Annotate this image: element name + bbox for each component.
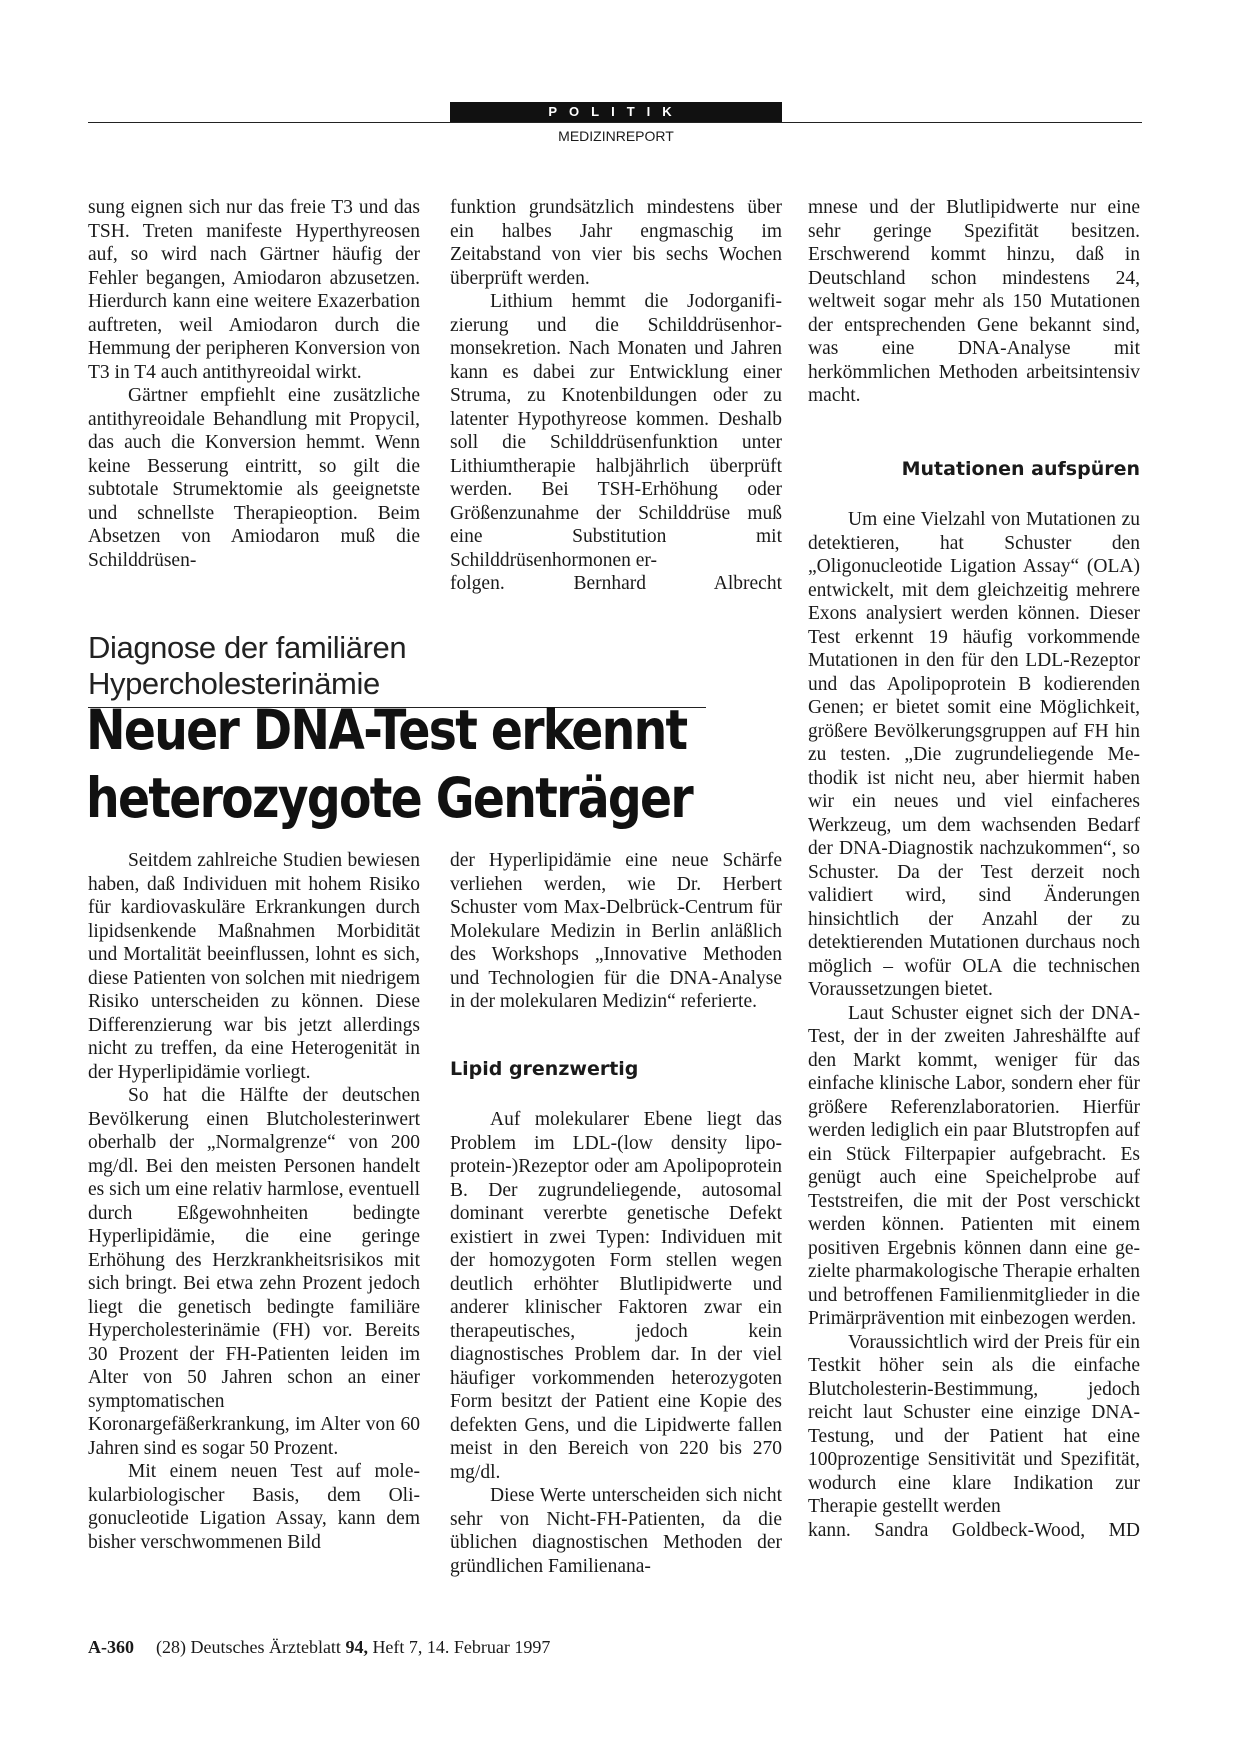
paragraph: Gärtner empfiehlt eine zusätzliche antithyreoidale Behandlung mit Propycil, das auch die Konversion hemmt. Wenn keine Besserung eintritt, so gilt die subtotale Strumektomie als geeignetste und schnellste Therapieoption. Beim Absetzen von Amiodaron muß die Schilddrüsen-: [88, 385, 420, 571]
subheading: Lipid grenzwertig: [450, 1057, 639, 1080]
article-column-1: [88, 849, 420, 1554]
paragraph: der Hyperlipidämie eine neue Schärfe verliehen werden, wie Dr. Herbert Schuster vom Max-Delbrück-Centrum für Molekulare Medizin in Berlin anläßlich des Workshops „Innovative Methoden und Technologien für die DNA-Analyse in der molekularen Medizin“ referierte.: [450, 850, 782, 1012]
subsection-label: MEDIZINREPORT: [558, 128, 674, 144]
signature-line: [808, 1519, 1140, 1543]
citation-volume: 94,: [345, 1637, 368, 1657]
citation-prefix: (28) Deutsches Ärzteblatt: [156, 1637, 346, 1657]
author-signature: Sandra Goldbeck-Wood, MD: [874, 1519, 1141, 1541]
paragraph: Seitdem zahlreiche Studien bewiesen haben, daß Individuen mit hohem Risiko für kardiovaskuläre Erkrankungen durch lipidsenkende Maßnahmen Morbidität und Mortalität beeinflussen, lohnt es sich, diese Patienten von solchen mit niedrigem Risiko unterscheiden zu können. Diese Differenzierung war bis jetzt allerdings nicht zu treffen, da eine Heterogenität in der Hyperlipidämie vorliegt.: [88, 850, 420, 1083]
header-rule: [88, 122, 1142, 123]
paragraph: Auf molekularer Ebene liegt das Problem im LDL-(low density lipoprotein-)Rezeptor oder am Apolipoprotein B. Der zugrundeliegende, autosomal dominant vererbte genetische Defekt existiert in zwei Typen: Individuen mit der homozygoten Form stellen wegen deutlich erhöhter Blutlipidwerte und anderer klinischer Faktoren zwar ein therapeutisches, jedoch kein diagnostisches Problem dar. In der viel häufiger vorkommenden heterozygoten Form besitzt der Patient eine Kopie des defekten Gens, und die Lipidwerte fallen meist in den Bereich von 220 bis 270 mg/dl.: [450, 1109, 782, 1483]
paragraph: mnese und der Blutlipidwerte nur eine sehr geringe Spezifität besitzen. Erschwerend kommt hinzu, daß in Deutschland schon mindestens 24, weltweit sogar mehr als 150 Mutationen der entsprechenden Gene bekannt sind, was eine DNA-Analyse mit herkömmlichen Methoden arbeitsintensiv macht.: [808, 197, 1140, 406]
paragraph: sung eignen sich nur das freie T3 und das TSH. Treten manifeste Hyperthyreosen auf, so wird nach Gärtner häufig der Fehler begangen, Amiodaron abzusetzen. Hierdurch kann eine weitere Exazerbation auftreten, weil Amiodaron durch die Hemmung der peripheren Konversion von T3 in T4 auch antithyreoidal wirkt.: [88, 197, 420, 383]
headline-line: Neuer DNA-Test erkennt: [86, 698, 687, 762]
paragraph: funktion grundsätzlich mindestens über ein halbes Jahr engmaschig im Zeitabstand von vier bis sechs Wochen überprüft werden.: [450, 197, 782, 289]
paragraph: Diese Werte unterscheiden sich nicht sehr von Nicht-FH-Patienten, da die üblichen diagnostischen Methoden der gründlichen Familienana-: [450, 1485, 782, 1577]
section-label: POLITIK: [450, 102, 782, 122]
article-headline: [86, 696, 693, 832]
article-column-3: [808, 196, 1140, 1542]
prev-article-column-2: [450, 196, 782, 596]
article-rubric: Diagnose der familiären Hypercholesterinämie: [88, 630, 706, 708]
citation-suffix: Heft 7, 14. Februar 1997: [367, 1637, 551, 1657]
headline-line: heterozygote Genträger: [86, 766, 693, 830]
subheading: Mutationen aufspüren: [901, 457, 1140, 480]
paragraph: Lithium hemmt die Jodorganifizierung und die Schilddrüsenhormonsekretion. Nach Monaten und Jahren kann es dabei zur Entwicklung einer Struma, zu Knotenbildungen oder zu latenter Hypothyreose kommen. Deshalb soll die Schilddrüsenfunktion unter Lithiumtherapie halbjährlich überprüft werden. Bei TSH-Erhöhung oder Größenzunahme der Schilddrüse muß eine Substitution mit Schilddrüsenhormonen er-: [450, 291, 782, 571]
signature-line: [450, 572, 782, 596]
author-signature: Bernhard Albrecht: [573, 573, 782, 594]
paragraph: So hat die Hälfte der deutschen Bevölkerung einen Blutcholesterinwert oberhalb der „Normalgrenze“ von 200 mg/dl. Bei den meisten Personen handelt es sich um eine relativ harmlose, eventuell durch Eßgewohnheiten bedingte Hyperlipidämie, die eine geringe Erhöhung des Herzkrankheitsrisikos mit sich bringt. Bei etwa zehn Prozent jedoch liegt die genetisch bedingte familiäre Hypercholesterinämie (FH) vor. Bereits 30 Prozent der FH-Patienten leiden im Alter von 50 Jahren schon an einer symptomatischen Koronargefäßerkrankung, im Alter von 60 Jahren sind es sogar 50 Prozent.: [88, 1085, 420, 1459]
prev-article-column-1: [88, 196, 420, 572]
paragraph: Laut Schuster eignet sich der DNA-Test, der in der zweiten Jahreshälfte auf den Markt kommt, weniger für das einfache klinische Labor, sondern eher für größere Referenzlaboratorien. Hierfür werden lediglich ein paar Blutstropfen auf ein Stück Filterpapier aufgebracht. Es genügt auch eine Speichelprobe auf Teststreifen, die mit der Post verschickt werden können. Patienten mit einem positiven Ergebnis können dann eine gezielte pharmakologische Therapie erhalten und betroffenen Familienmitglieder in die Primärprävention mit einbezogen werden.: [808, 1002, 1140, 1329]
paragraph-end: folgen.: [450, 573, 505, 594]
paragraph: Mit einem neuen Test auf molekularbiologischer Basis, dem Oligonucleotide Ligation Assay, kann dem bisher verschwommenen Bild: [88, 1461, 420, 1553]
article-column-2: [450, 849, 782, 1578]
page-number: A-360: [88, 1637, 134, 1657]
paragraph: Um eine Vielzahl von Mutationen zu detektieren, hat Schuster den „Oligonucleotide Ligation Assay“ (OLA) entwickelt, mit dem gleichzeitig mehrere Exons analysiert werden können. Dieser Test erkennt 19 häufig vorkommende Mutationen in den für den LDL-Rezeptor und das Apolipoprotein B kodierenden Genen; er bietet somit eine Möglichkeit, größere Bevölkerungsgruppen auf FH hin zu testen. „Die zugrundeliegende Methodik ist nicht neu, aber hiermit haben wir ein neues und viel einfacheres Werkzeug, um dem wachsenden Bedarf der DNA-Diagnostik nachzukommen“, so Schuster. Da der Test derzeit noch validiert wird, sind Änderungen hinsichtlich der Anzahl der zu detektierenden Mutationen durchaus noch möglich – wofür OLA die technischen Voraussetzungen bietet.: [808, 509, 1140, 1000]
paragraph: Voraussichtlich wird der Preis für ein Testkit höher sein als die einfache Blutcholesterin-Bestimmung, jedoch reicht laut Schuster eine einzige DNA-Testung, und der Patient hat eine 100prozentige Sensitivität und Spezifität, wodurch eine klare Indikation zur Therapie gestellt werden: [808, 1331, 1140, 1517]
paragraph-end: kann.: [808, 1519, 851, 1541]
page-footer: [88, 1637, 550, 1658]
